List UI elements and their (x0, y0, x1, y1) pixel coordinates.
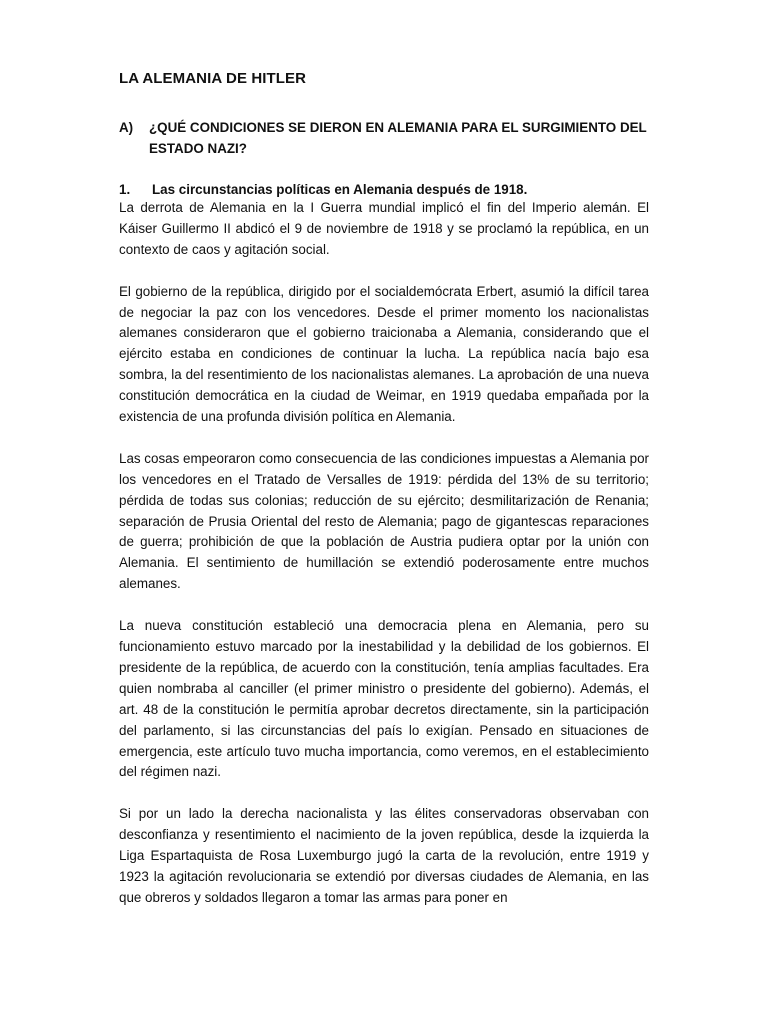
paragraph: El gobierno de la república, dirigido por el socialdemócrata Erbert, asumió la difícil tarea de negociar la paz con los vencedores. Desde el primer momento los nacionalistas alemanes consideraron que el gobierno traicionaba a Alemania, considerando que el ejército estaba en condiciones de continuar la lucha. La república nacía bajo esa sombra, la del resentimiento de los nacionalistas alemanes. La aprobación de una nueva constitución democrática en la ciudad de Weimar, en 1919 quedaba empañada por la existencia de una profunda división política en Alemania. (119, 283, 649, 425)
paragraph: Las cosas empeoraron como consecuencia de las condiciones impuestas a Alemania por los vencedores en el Tratado de Versalles de 1919: pérdida del 13% de su territorio; pérdida de todas sus colonias; reducción de su ejército; desmilitarización de Renania; separación de Prusia Oriental del resto de Alemania; pago de gigantescas reparaciones de guerra; prohibición de que la población de Austria pudiera optar por la unión con Alemania. El sentimiento de humillación se extendió poderosamente entre muchos alemanes. (119, 450, 649, 592)
subsection-heading (119, 180, 649, 200)
subsection-title: Las circunstancias políticas en Alemania después de 1918. (152, 182, 528, 197)
section-a-heading (119, 117, 649, 159)
document-title: LA ALEMANIA DE HITLER (119, 70, 307, 87)
paragraph: Si por un lado la derecha nacionalista y las élites conservadoras observaban con desconfianza y resentimiento el nacimiento de la joven república, desde la izquierda la Liga Espartaquista de Rosa Luxemburgo jugó la carta de la revolución, entre 1919 y 1923 la agitación revolucionaria se extendió por diversas ciudades de Alemania, en las que obreros y soldados llegaron a tomar las armas para poner en (119, 806, 649, 905)
body-text (119, 198, 649, 930)
section-a-question: ¿QUÉ CONDICIONES SE DIERON EN ALEMANIA PARA EL SURGIMIENTO DEL ESTADO NAZI? (149, 120, 647, 156)
paragraph: La nueva constitución estableció una democracia plena en Alemania, pero su funcionamiento estuvo marcado por la inestabilidad y la debilidad de los gobiernos. El presidente de la república, de acuerdo con la constitución, tenía amplias facultades. Era quien nombraba al canciller (el primer ministro o presidente del gobierno). Además, el art. 48 de la constitución le permitía aprobar decretos directamente, sin la participación del parlamento, si las circunstancias del país lo exigían. Pensado en situaciones de emergencia, este artículo tuvo mucha importancia, como veremos, en el establecimiento del régimen nazi. (119, 618, 649, 780)
section-a-label: A) (119, 120, 134, 135)
paragraph: La derrota de Alemania en la I Guerra mundial implicó el fin del Imperio alemán. El Káiser Guillermo II abdicó el 9 de noviembre de 1918 y se proclamó la república, en un contexto de caos y agitación social. (119, 200, 649, 257)
subsection-number: 1. (119, 182, 131, 197)
